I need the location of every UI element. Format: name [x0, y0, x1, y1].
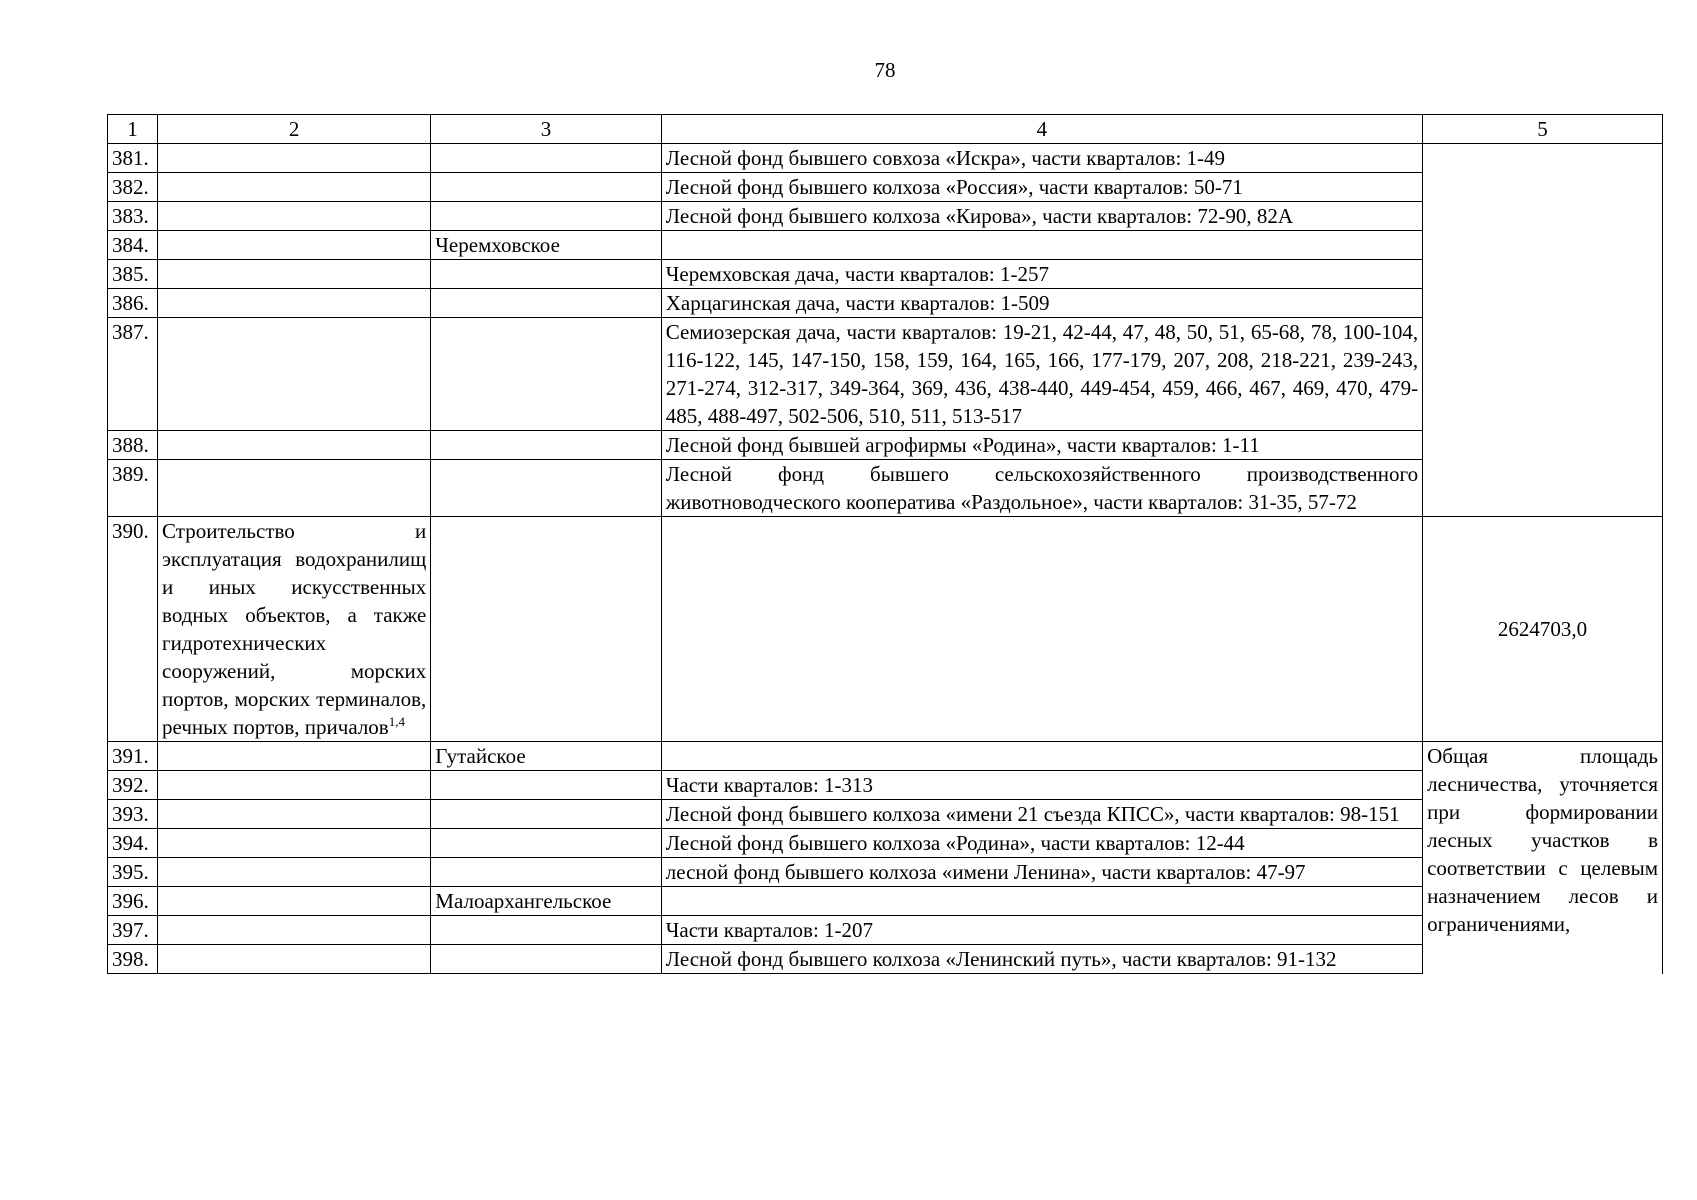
table-row — [108, 517, 1663, 742]
row-number: 397. — [108, 916, 158, 945]
purpose-cell — [158, 260, 431, 289]
purpose-cell — [158, 431, 431, 460]
row-number: 383. — [108, 202, 158, 231]
column-header-4: 4 — [661, 115, 1422, 144]
row-number: 394. — [108, 829, 158, 858]
row-number: 388. — [108, 431, 158, 460]
quarters-cell: Лесной фонд бывшего колхоза «имени 21 съезда КПСС», части кварталов: 98-151 — [661, 800, 1422, 829]
row-number: 382. — [108, 173, 158, 202]
table-row — [108, 742, 1663, 771]
purpose-cell — [158, 945, 431, 974]
row-number: 395. — [108, 858, 158, 887]
forestry-cell — [431, 800, 661, 829]
quarters-cell: Части кварталов: 1-313 — [661, 771, 1422, 800]
footnote-marker: 1,4 — [388, 714, 405, 729]
quarters-cell: Лесной фонд бывшего колхоза «Кирова», части кварталов: 72-90, 82А — [661, 202, 1422, 231]
forestry-cell — [431, 945, 661, 974]
area-cell-empty — [1423, 144, 1663, 517]
purpose-cell — [158, 460, 431, 517]
purpose-cell — [158, 173, 431, 202]
quarters-cell — [661, 517, 1422, 742]
quarters-cell: Черемховская дача, части кварталов: 1-257 — [661, 260, 1422, 289]
forestry-cell — [431, 431, 661, 460]
row-number: 384. — [108, 231, 158, 260]
purpose-cell — [158, 887, 431, 916]
row-number: 392. — [108, 771, 158, 800]
row-number: 390. — [108, 517, 158, 742]
purpose-cell — [158, 144, 431, 173]
forestry-cell: Черемховское — [431, 231, 661, 260]
forestry-cell: Малоархангельское — [431, 887, 661, 916]
row-number: 385. — [108, 260, 158, 289]
forestry-cell — [431, 260, 661, 289]
purpose-cell — [158, 231, 431, 260]
purpose-cell — [158, 742, 431, 771]
page-number: 78 — [874, 58, 896, 82]
quarters-cell: Харцагинская дача, части кварталов: 1-509 — [661, 289, 1422, 318]
quarters-cell: Лесной фонд бывшего колхоза «Родина», части кварталов: 12-44 — [661, 829, 1422, 858]
column-header-2: 2 — [158, 115, 431, 144]
forestry-cell — [431, 460, 661, 517]
table-header-row — [108, 115, 1663, 144]
purpose-cell — [158, 800, 431, 829]
row-number: 398. — [108, 945, 158, 974]
purpose-cell — [158, 858, 431, 887]
total-area-cell: 2624703,0 — [1423, 517, 1663, 742]
quarters-cell: Лесной фонд бывшего колхоза «Ленинский путь», части кварталов: 91-132 — [661, 945, 1422, 974]
forestry-cell — [431, 858, 661, 887]
row-number: 381. — [108, 144, 158, 173]
purpose-cell — [158, 916, 431, 945]
forestry-cell — [431, 318, 661, 431]
area-note-cell: Общая площадь лесничества, уточняется при формировании лесных участков в соответствии с целевым назначением лесов и ограничениями, — [1423, 742, 1663, 974]
purpose-text: Строительство и эксплуатация водохранилищ и иных искусственных водных объектов, а также гидротехнических сооружений, морских портов, морских терминалов, речных портов, причалов — [162, 519, 427, 739]
purpose-cell — [158, 202, 431, 231]
quarters-cell: Части кварталов: 1-207 — [661, 916, 1422, 945]
forestry-table — [107, 114, 1663, 974]
forestry-cell — [431, 517, 661, 742]
forestry-cell — [431, 289, 661, 318]
column-header-5: 5 — [1423, 115, 1663, 144]
forestry-cell — [431, 829, 661, 858]
table-row — [108, 144, 1663, 173]
purpose-cell — [158, 517, 431, 742]
quarters-cell: Лесной фонд бывшего сельскохозяйственного производственного животноводческого кооператива «Раздольное», части кварталов: 31-35, 57-72 — [661, 460, 1422, 517]
quarters-cell: лесной фонд бывшего колхоза «имени Ленина», части кварталов: 47-97 — [661, 858, 1422, 887]
quarters-cell — [661, 742, 1422, 771]
quarters-cell: Лесной фонд бывшего совхоза «Искра», части кварталов: 1-49 — [661, 144, 1422, 173]
purpose-cell — [158, 829, 431, 858]
forestry-cell — [431, 144, 661, 173]
forestry-cell: Гутайское — [431, 742, 661, 771]
quarters-cell: Семиозерская дача, части кварталов: 19-21, 42-44, 47, 48, 50, 51, 65-68, 78, 100-104, 116-122, 145, 147-150, 158, 159, 164, 165, 166, 177-179, 207, 208, 218-221, 239-243, 271-274, 312-317, 349-364, 369, 436, 438-440, 449-454, 459, 466, 467, 469, 470, 479-485, 488-497, 502-506, 510, 511, 513-517 — [661, 318, 1422, 431]
quarters-cell: Лесной фонд бывшего колхоза «Россия», части кварталов: 50-71 — [661, 173, 1422, 202]
column-header-3: 3 — [431, 115, 661, 144]
quarters-cell — [661, 231, 1422, 260]
row-number: 396. — [108, 887, 158, 916]
purpose-cell — [158, 771, 431, 800]
quarters-cell: Лесной фонд бывшей агрофирмы «Родина», части кварталов: 1-11 — [661, 431, 1422, 460]
row-number: 386. — [108, 289, 158, 318]
row-number: 389. — [108, 460, 158, 517]
forestry-cell — [431, 202, 661, 231]
row-number: 393. — [108, 800, 158, 829]
forestry-cell — [431, 173, 661, 202]
row-number: 391. — [108, 742, 158, 771]
column-header-1: 1 — [108, 115, 158, 144]
row-number: 387. — [108, 318, 158, 431]
forestry-cell — [431, 771, 661, 800]
purpose-cell — [158, 289, 431, 318]
purpose-cell — [158, 318, 431, 431]
quarters-cell — [661, 887, 1422, 916]
forestry-cell — [431, 916, 661, 945]
